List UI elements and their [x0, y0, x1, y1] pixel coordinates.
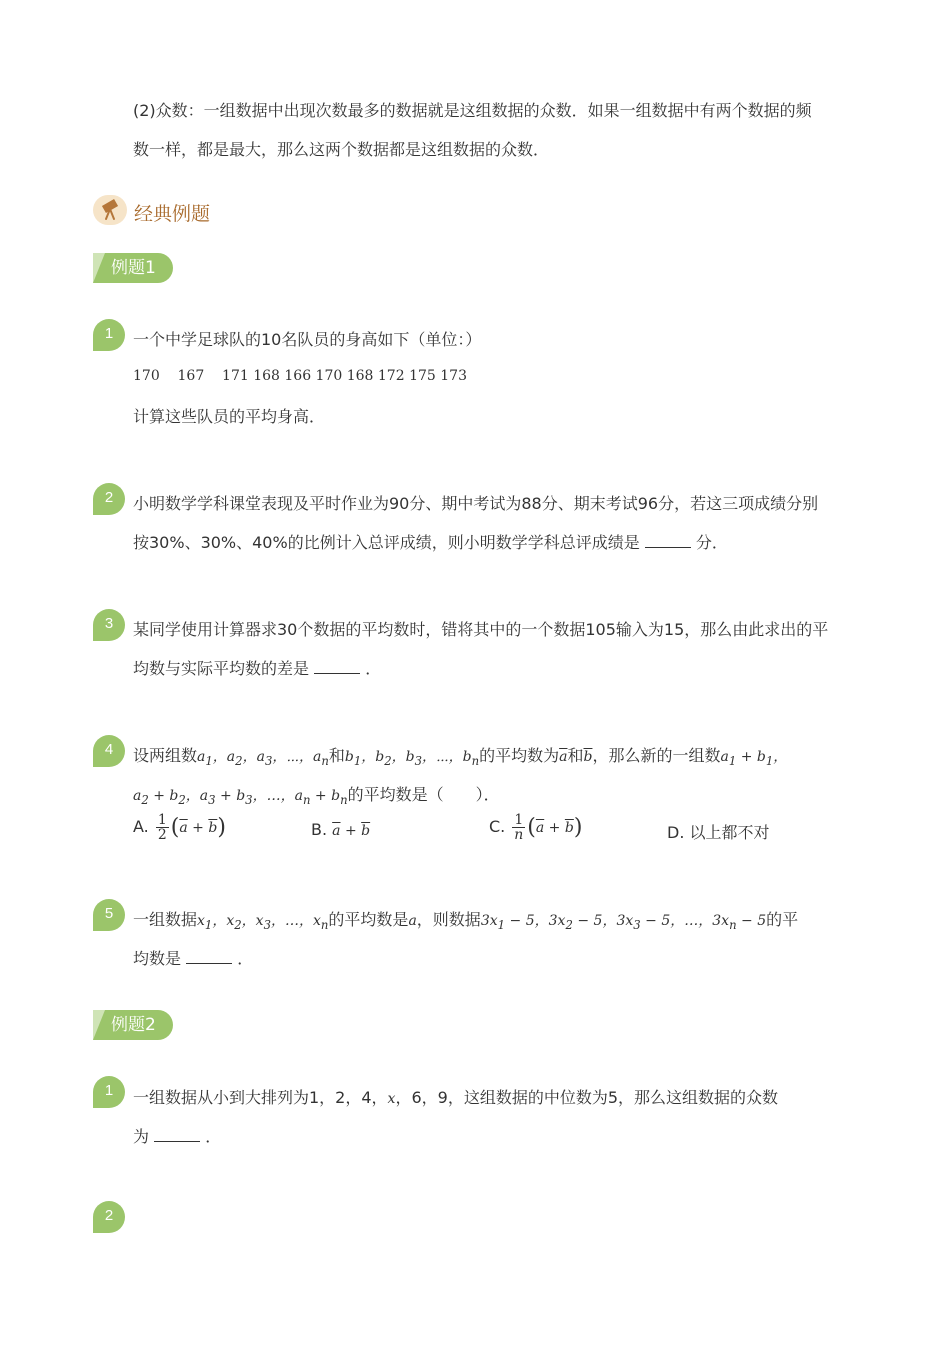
problem-5-mean: 的平均数是: [328, 910, 409, 929]
problem-5-end: ．: [237, 949, 254, 968]
section-title: 经典例题: [134, 203, 211, 225]
intro-line-2: 数一样，都是最大，那么这两个数据都是这组数据的众数．: [133, 140, 550, 159]
problem-2-text2: 按30%、30%、40%的比例计入总评成绩，则小明数学学科总评成绩是: [133, 533, 640, 552]
problem-5-tail: 的平: [766, 910, 799, 929]
problem-4-and2: 和: [567, 746, 584, 765]
option-d[interactable]: [667, 820, 770, 843]
math-abar: $\overline{a}$: [559, 749, 568, 765]
problem-number: 2: [93, 1201, 125, 1233]
math-expr: $a_2 + b_2$，$a_3 + b_3$，…，$a_n + b_n$: [133, 788, 348, 807]
ex2-problem-1-part1: 一组数据从小到大排列为1，2，4，: [133, 1088, 388, 1107]
problem-3-text2: 均数与实际平均数的差是: [133, 659, 310, 678]
ex2-problem-1-text2: 为: [133, 1127, 150, 1146]
problem-number: 2: [93, 483, 125, 515]
math-a: a: [408, 913, 417, 929]
answer-blank[interactable]: [186, 951, 232, 964]
problem-4-line2: [133, 782, 500, 807]
option-letter: B.: [311, 820, 328, 839]
banner-notch: [93, 1010, 105, 1040]
example-2-banner: [93, 1010, 173, 1040]
example-2-label: 例题2: [111, 1015, 156, 1035]
problem-number: 4: [93, 735, 125, 767]
banner-notch: [93, 253, 105, 283]
problem-number: 3: [93, 609, 125, 641]
problem-1-text: 一个中学足球队的10名队员的身高如下（单位：）: [133, 330, 482, 349]
option-a[interactable]: A. $\frac{1}{2}$ $(\overline{a} + \overline{b})$: [133, 812, 226, 843]
answer-blank[interactable]: [645, 535, 691, 548]
problem-2-text: 小明数学学科课堂表现及平时作业为90分、期中考试为88分、期末考试96分，若这三项成绩分别: [133, 494, 819, 513]
option-c[interactable]: C. $\frac{1}{n}$ $(\overline{a} + \overline{b})$: [489, 812, 583, 843]
problem-4-mean: 的平均数为: [479, 746, 560, 765]
problem-5-text: [133, 907, 798, 932]
math-expr: $a_1$，$a_2$，$a_3$，⋯，$a_n$: [197, 749, 329, 768]
example-1-banner: [93, 253, 173, 283]
problem-3-text: 某同学使用计算器求30个数据的平均数时，错将其中的一个数据105输入为15，那么由此求出的平: [133, 620, 829, 639]
problem-2-line2: [133, 530, 728, 553]
math-x: x: [387, 1091, 396, 1107]
option-letter: A.: [133, 817, 149, 836]
problem-4-text: [133, 743, 787, 768]
math-bbar: $\overline{b}$: [583, 749, 593, 765]
problem-5-text2: 均数是: [133, 949, 182, 968]
ex2-problem-1-text: [133, 1085, 778, 1108]
answer-blank[interactable]: [314, 661, 360, 674]
option-text: 以上都不对: [689, 823, 770, 842]
problem-5-prefix: 一组数据: [133, 910, 198, 929]
intro-line-1: (2)众数：一组数据中出现次数最多的数据就是这组数据的众数．如果一组数据中有两个数据的频: [133, 101, 812, 120]
problem-4-question: 的平均数是（ ）．: [347, 785, 500, 804]
math-expr: $3x_1 - 5$，$3x_2 - 5$，$3x_3 - 5$，…，$3x_n - 5$: [480, 913, 767, 932]
fraction: $\frac{1}{n}$: [514, 812, 524, 843]
fraction: $\frac{1}{2}$: [157, 812, 167, 843]
problem-3-end: ．: [365, 659, 382, 678]
option-b[interactable]: B. $\overline{a} + \overline{b}$: [311, 820, 371, 839]
ex2-problem-1-end: ．: [205, 1127, 222, 1146]
problem-2-unit: 分．: [695, 533, 728, 552]
problem-5-line2: [133, 946, 253, 969]
problem-4-tail: ，那么新的一组数: [592, 746, 721, 765]
ex2-problem-1-part2: ，6，9，这组数据的中位数为5，那么这组数据的众数: [395, 1088, 778, 1107]
problem-3-line2: [133, 656, 381, 679]
example-1-label: 例题1: [111, 258, 156, 278]
math-expr: $b_1$，$b_2$，$b_3$，⋯，$b_n$: [344, 749, 480, 768]
problem-4-and: 和: [328, 746, 345, 765]
answer-blank[interactable]: [154, 1129, 200, 1142]
problem-number: 5: [93, 899, 125, 931]
problem-number: 1: [93, 319, 125, 351]
math-expr: $x_1$，$x_2$，$x_3$，…，$x_n$: [197, 913, 329, 932]
math-expr: $a_1 + b_1$，: [720, 749, 788, 768]
problem-1-data: 170 167 171 168 166 170 168 172 175 173: [133, 368, 467, 384]
telescope-icon: [93, 195, 127, 225]
problem-1-question: 计算这些队员的平均身高．: [133, 407, 326, 426]
option-letter: C.: [489, 817, 506, 836]
option-letter: D.: [667, 823, 685, 842]
ex2-problem-1-line2: [133, 1124, 221, 1147]
problem-number: 1: [93, 1076, 125, 1108]
problem-4-prefix: 设两组数: [133, 746, 198, 765]
problem-5-mid: ，则数据: [416, 910, 481, 929]
